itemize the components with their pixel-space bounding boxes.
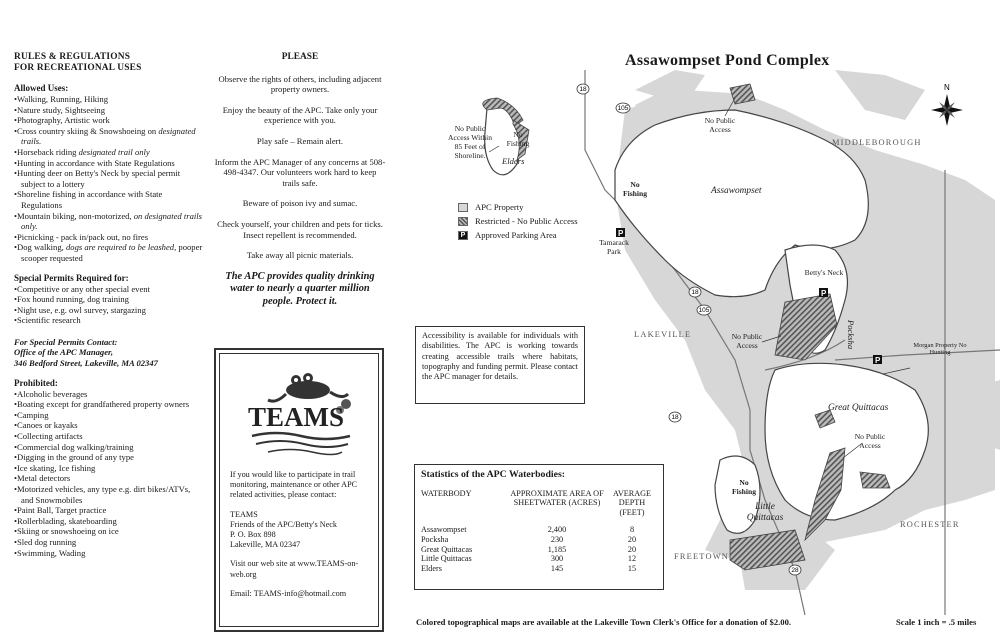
please-item: Beware of poison ivy and sumac.	[242, 198, 358, 209]
stats-row: Assawompset 2,400 8	[421, 525, 635, 535]
allowed-item: • Photography, Artistic work	[14, 115, 204, 126]
allowed-item: • Shoreline fishing in accordance with State Regulations	[14, 189, 204, 210]
no-fishing-label: No Fishing	[506, 130, 530, 148]
contact-line-1: For Special Permits Contact:	[14, 336, 118, 347]
svg-text:P: P	[821, 289, 827, 298]
permit-contact	[14, 337, 204, 369]
prohibited-item: • Motorized vehicles, any type e.g. dirt bikes/ATVs, and Snowmobiles	[14, 484, 204, 505]
svg-text:105: 105	[617, 105, 629, 112]
prohibited-item: • Digging in the ground of any type	[14, 452, 204, 463]
pond-great-quittacas: Great Quittacas	[828, 403, 889, 413]
no-public-access-label: No Public Access	[731, 332, 763, 350]
allowed-list	[14, 94, 204, 264]
stats-table	[414, 464, 664, 590]
property-swatch-icon	[458, 203, 468, 212]
pond-assawompset: Assawompset	[711, 186, 762, 196]
permit-item: • Night use, e.g. owl survey, stargazing	[14, 305, 204, 316]
contact-line-3: 346 Bedford Street, Lakeville, MA 02347	[14, 358, 158, 369]
rules-title-1: RULES & REGULATIONS	[14, 52, 131, 62]
please-item: Play safe – Remain alert.	[256, 135, 344, 146]
svg-text:105: 105	[698, 307, 710, 314]
prohibited-item: • Commercial dog walking/training	[14, 442, 204, 453]
svg-text:P: P	[618, 229, 624, 238]
pond-pocksha: Pocksha	[846, 320, 856, 350]
teams-website[interactable]: Visit our web site at www.TEAMS-on-web.org	[230, 559, 359, 579]
allowed-item: • Nature study, Sightseeing	[14, 105, 204, 116]
prohibited-item: • Camping	[14, 410, 204, 421]
teams-logo	[246, 364, 356, 460]
permit-item: • Fox hound running, dog training	[14, 294, 204, 305]
stats-row: Little Quittacas 300 12	[421, 554, 637, 564]
teams-intro: If you would like to participate in trail monitoring, maintenance or other APC related activities, please contact:	[230, 470, 358, 500]
town-middleborough: MIDDLEBOROUGH	[832, 138, 922, 147]
svg-text:P: P	[875, 356, 881, 365]
please-column	[214, 52, 386, 308]
pond-elders: Elders	[502, 156, 525, 166]
compass-rose-icon	[931, 83, 963, 126]
please-item: Enjoy the beauty of the APC. Take only your experience with you.	[222, 104, 378, 126]
stats-header-row: WATERBODY APPROXIMATE AREA OF SHEETWATER (ACRES) AVERAGE DEPTH (FEET)	[421, 488, 652, 517]
morgan-property-label: Morgan Property No Hunting	[913, 342, 967, 357]
water-wave-icon	[252, 433, 350, 439]
please-item: Inform the APC Manager of any concerns at 508-498-4347. Our volunteers work hard to keep trails safe.	[214, 156, 386, 188]
prohibited-item: • Rollerblading, skateboarding	[14, 516, 204, 527]
please-item: Check yourself, your children and pets for ticks. Insect repellent is recommended.	[217, 218, 383, 240]
allowed-item: • Walking, Running, Hiking	[14, 94, 204, 105]
svg-text:18: 18	[579, 86, 587, 93]
prohibited-item: • Alcoholic beverages	[14, 389, 204, 400]
no-public-access-label: No Public Access	[854, 432, 886, 450]
permits-list	[14, 284, 204, 326]
permit-item: • Competitive or any other special event	[14, 284, 204, 295]
legend-parking: P Approved Parking Area	[458, 228, 578, 242]
svg-text:N: N	[944, 83, 950, 92]
teams-logo-text: TEAMS	[248, 402, 345, 432]
tamarack-park-label: Tamarack Park	[599, 238, 629, 256]
allowed-item: • Hunting in accordance with State Regulations	[14, 158, 204, 169]
no-public-access-label: No Public Access	[704, 116, 736, 134]
allowed-item: • Hunting deer on Betty's Neck by special permit subject to a lottery	[14, 168, 204, 189]
restricted-swatch-icon	[458, 217, 468, 226]
topo-maps-note: Colored topographical maps are available at the Lakeville Town Clerk's Office for a donation of $2.00.	[416, 617, 792, 627]
prohibited-list	[14, 389, 204, 559]
legend-property: APC Property	[458, 200, 578, 214]
map-title: Assawompset Pond Complex	[625, 52, 830, 69]
bettys-neck-label: Betty's Neck	[804, 268, 844, 277]
prohibited-item: • Boating except for grandfathered property owners	[14, 399, 204, 410]
prohibited-item: • Skiing or snowshoeing on ice	[14, 526, 204, 537]
no-public-access-shoreline-label: No Public Access Within 85 Feet of Shoreline.	[447, 124, 493, 160]
allowed-item: • Cross country skiing & Snowshoeing on designated trails.	[14, 126, 204, 147]
allowed-item: • Picnicking - pack in/pack out, no fires	[14, 232, 204, 243]
stats-row: Pocksha 230 20	[421, 534, 637, 544]
svg-text:18: 18	[671, 414, 679, 421]
please-list	[214, 74, 386, 261]
legend-restricted: Restricted - No Public Access	[458, 214, 578, 228]
svg-text:28: 28	[791, 567, 799, 574]
please-heading: PLEASE	[281, 52, 319, 62]
no-fishing-label: No Fishing	[731, 478, 757, 496]
town-rochester: ROCHESTER	[900, 520, 960, 529]
allowed-item: • Mountain biking, non-motorized, on designated trails only.	[14, 211, 204, 232]
stats-title: Statistics of the APC Waterbodies:	[421, 469, 566, 480]
prohibited-item: • Ice skating, Ice fishing	[14, 463, 204, 474]
please-item: Take away all picnic materials.	[246, 250, 354, 261]
town-freetown: FREETOWN	[674, 552, 730, 561]
allowed-item: • Dog walking, dogs are required to be leashed, pooper scooper requested	[14, 242, 204, 263]
map-legend	[458, 200, 578, 242]
stats-row: Elders 145 15	[421, 563, 637, 573]
accessibility-note: Accessibility is available for individuals with disabilities. The APC is working towards creating accessible trails where habitats, topography and funding permit. Please contact the APC manager for details.	[415, 326, 585, 404]
teams-box	[214, 348, 384, 632]
no-fishing-label: No Fishing	[622, 180, 648, 198]
map-scale: Scale 1 inch = .5 miles	[896, 617, 977, 627]
prohibited-item: • Collecting artifacts	[14, 431, 204, 442]
allowed-item: • Horseback riding designated trail only	[14, 147, 204, 158]
svg-text:18: 18	[691, 289, 699, 296]
permit-item: • Scientific research	[14, 315, 204, 326]
allowed-heading: Allowed Uses:	[14, 83, 69, 93]
rules-title-2: FOR RECREATIONAL USES	[14, 63, 142, 73]
water-quote: The APC provides quality drinking water to nearly a quarter million people. Protect it.	[225, 270, 375, 307]
prohibited-heading: Prohibited:	[14, 377, 58, 388]
prohibited-item: • Canoes or kayaks	[14, 420, 204, 431]
parking-icon: P	[458, 231, 468, 240]
teams-text	[230, 470, 370, 608]
rules-column	[14, 52, 204, 558]
stats-row: Great Quittacas 1,185 20	[421, 544, 637, 554]
prohibited-item: • Paint Ball, Target practice	[14, 505, 204, 516]
please-item: Observe the rights of others, including adjacent property owners.	[218, 73, 382, 95]
teams-address: TEAMS Friends of the APC/Betty's Neck P. O. Box 898 Lakeville, MA 02347	[230, 509, 337, 550]
pond-little-quittacas: Little Quittacas	[746, 502, 784, 523]
prohibited-item: • Metal detectors	[14, 473, 204, 484]
teams-email[interactable]: Email: TEAMS-info@hotmail.com	[230, 588, 347, 598]
prohibited-item: • Sled dog running	[14, 537, 204, 548]
contact-line-2: Office of the APC Manager,	[14, 347, 114, 358]
prohibited-item: • Swimming, Wading	[14, 548, 204, 559]
stats-rows	[421, 525, 657, 573]
town-lakeville: LAKEVILLE	[634, 330, 692, 339]
permits-heading: Special Permits Required for:	[14, 272, 129, 283]
